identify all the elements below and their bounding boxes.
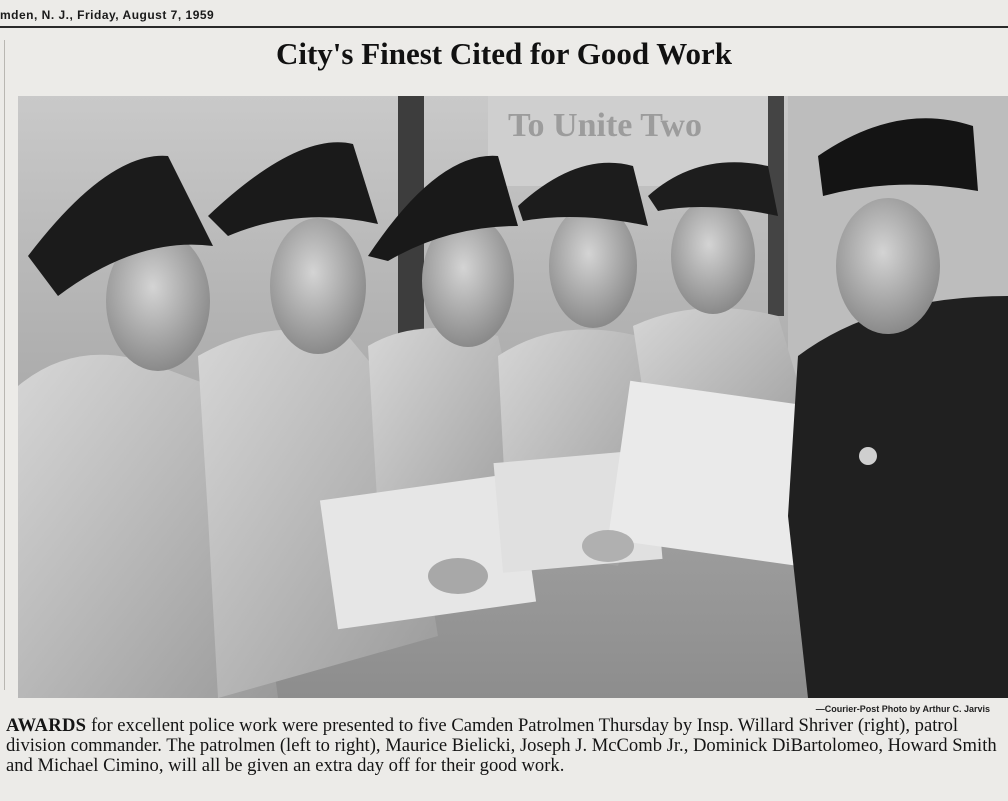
caption-body: for excellent police work were presented to five Camden Patrolmen Thursday by Insp. Willard Shriver (right), patrol division commander. The patrolmen (left to right), Maurice Bielicki, Joseph J. McComb Jr., Dominick DiBartolomeo, Howard Smith and Michael Cimino, will all be given an extra day off for their good work. xyxy=(6,715,997,776)
photo-caption xyxy=(6,716,998,776)
dateline xyxy=(0,4,1008,26)
dateline-text: mden, N. J., Friday, August 7, 1959 xyxy=(0,8,215,22)
caption-lead: AWARDS xyxy=(6,715,87,736)
column-rule xyxy=(4,40,5,690)
photo-credit: —Courier-Post Photo by Arthur C. Jarvis xyxy=(815,704,990,714)
news-photo xyxy=(18,96,1008,698)
background-sign-text: To Unite Two xyxy=(508,107,702,144)
top-rule xyxy=(0,26,1008,28)
photo-illustration xyxy=(18,96,1008,698)
headline: City's Finest Cited for Good Work xyxy=(275,36,733,71)
